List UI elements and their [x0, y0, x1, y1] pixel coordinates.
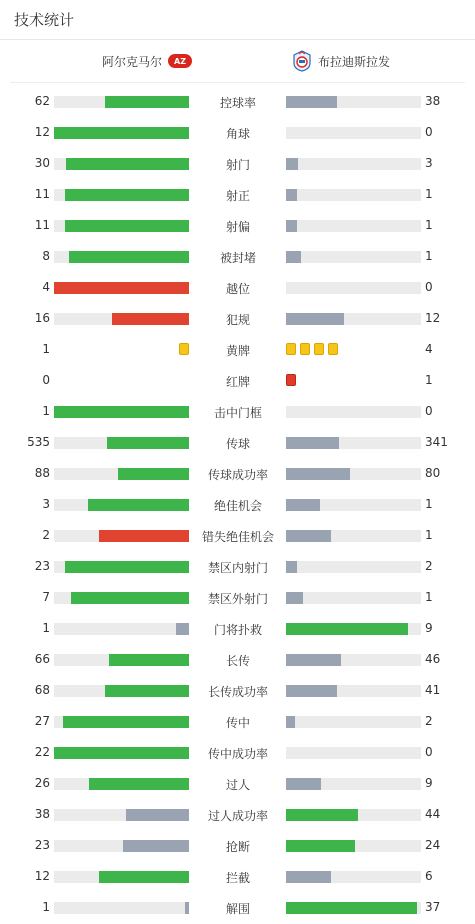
home-stat-track [54, 840, 189, 852]
home-stat-value: 11 [34, 218, 50, 232]
away-stat-track [286, 530, 421, 542]
home-stat-value: 27 [34, 714, 50, 728]
home-stat-value: 4 [42, 280, 50, 294]
away-stat-track [286, 840, 421, 852]
home-stat-bar [112, 313, 189, 325]
stat-label: 传中 [225, 716, 250, 730]
away-stat-track [286, 871, 421, 883]
away-stat-track [286, 251, 421, 263]
home-stat-track [54, 251, 189, 263]
home-stat-track [54, 592, 189, 604]
home-stat-value: 2 [42, 528, 50, 542]
home-stat-value: 12 [34, 125, 50, 139]
stat-label: 传球成功率 [207, 468, 268, 482]
away-stat-bar [286, 468, 350, 480]
home-stat-track [54, 530, 189, 542]
home-stat-value: 0 [42, 373, 50, 387]
away-stat-value: 12 [425, 311, 441, 325]
home-stat-value: 68 [34, 683, 50, 697]
stat-row [0, 428, 475, 459]
away-stat-value: 0 [425, 745, 433, 759]
home-stat-value: 23 [34, 838, 50, 852]
stat-row [0, 614, 475, 645]
away-stat-bar [286, 716, 295, 728]
home-stat-value: 1 [42, 404, 50, 418]
home-stat-bar [185, 902, 189, 914]
home-stat-track [54, 96, 189, 108]
home-stat-bar [89, 778, 189, 790]
away-stat-track [286, 809, 421, 821]
home-stat-track [54, 499, 189, 511]
stat-label: 错失绝佳机会 [201, 530, 274, 544]
home-stat-value: 1 [42, 900, 50, 914]
home-stat-bar [99, 530, 189, 542]
stat-row [0, 738, 475, 769]
stat-row [0, 397, 475, 428]
away-stat-track [286, 437, 421, 449]
away-stat-bar [286, 592, 303, 604]
stat-row [0, 583, 475, 614]
stat-label: 解围 [225, 902, 250, 916]
away-stat-track [286, 623, 421, 635]
away-stat-track [286, 716, 421, 728]
home-stat-bar [126, 809, 189, 821]
home-stat-track [54, 406, 189, 418]
away-stat-track [286, 406, 421, 418]
home-stat-bar [71, 592, 189, 604]
stat-row [0, 149, 475, 180]
away-stat-bar [286, 561, 297, 573]
away-stat-bar [286, 654, 341, 666]
away-stat-track [286, 313, 421, 325]
away-stat-bar [286, 220, 297, 232]
stat-row [0, 645, 475, 676]
away-stat-track [286, 778, 421, 790]
away-stat-bar [286, 902, 417, 914]
page-title: 技术统计 [14, 11, 75, 29]
yellow-card-icon [286, 343, 296, 355]
away-stat-bar [286, 685, 337, 697]
stat-label: 犯规 [225, 313, 250, 327]
home-stat-bar [65, 220, 189, 232]
home-stat-track [54, 282, 189, 294]
away-stat-value: 1 [425, 249, 433, 263]
home-stat-value: 3 [42, 497, 50, 511]
stat-row [0, 707, 475, 738]
away-stat-value: 0 [425, 404, 433, 418]
home-stat-value: 88 [34, 466, 50, 480]
away-stat-track [286, 685, 421, 697]
away-team[interactable] [292, 50, 390, 72]
away-stat-value: 37 [425, 900, 441, 914]
away-stat-bar [286, 530, 331, 542]
home-stat-bar [66, 158, 189, 170]
away-stat-track [286, 127, 421, 139]
away-stat-track [286, 499, 421, 511]
home-stat-track [54, 561, 189, 573]
home-stat-value: 30 [34, 156, 50, 170]
stat-label: 绝佳机会 [213, 499, 262, 513]
home-stat-bar [88, 499, 189, 511]
home-stat-value: 7 [42, 590, 50, 604]
yellow-card-icon [314, 343, 324, 355]
away-stat-value: 0 [425, 125, 433, 139]
stat-row [0, 180, 475, 211]
away-stat-track [286, 158, 421, 170]
away-stat-value: 38 [425, 94, 441, 108]
home-stat-bar [54, 406, 189, 418]
stat-row [0, 242, 475, 273]
teams-header [10, 40, 465, 83]
away-stat-bar [286, 499, 320, 511]
home-cards [179, 343, 189, 355]
home-stat-bar [109, 654, 189, 666]
away-team-name: 布拉迪斯拉发 [318, 54, 391, 69]
home-team-logo [168, 54, 192, 68]
stat-row [0, 552, 475, 583]
away-stat-value: 41 [425, 683, 441, 697]
home-stat-track [54, 902, 189, 914]
away-stat-bar [286, 778, 321, 790]
home-stat-bar [105, 96, 189, 108]
home-stat-bar [65, 189, 189, 201]
home-team-name: 阿尔克马尔 [102, 54, 163, 69]
away-stat-bar [286, 158, 298, 170]
stat-label: 传球 [225, 437, 250, 451]
stat-row [0, 118, 475, 149]
stat-label: 抢断 [225, 840, 250, 854]
away-stat-value: 341 [425, 435, 448, 449]
stat-label: 禁区外射门 [207, 592, 268, 606]
away-stat-bar [286, 96, 337, 108]
stat-row [0, 211, 475, 242]
home-stat-value: 26 [34, 776, 50, 790]
away-stat-value: 1 [425, 497, 433, 511]
stat-row [0, 521, 475, 552]
home-stat-bar [54, 747, 189, 759]
away-stat-bar [286, 840, 355, 852]
stat-row [0, 676, 475, 707]
stat-label: 长传 [225, 654, 250, 668]
home-stat-value: 16 [34, 311, 50, 325]
home-stat-bar [176, 623, 190, 635]
yellow-card-icon [328, 343, 338, 355]
home-stat-bar [54, 127, 189, 139]
home-stat-bar [63, 716, 189, 728]
stat-label: 红牌 [225, 375, 250, 389]
home-stat-bar [54, 282, 189, 294]
home-stat-value: 12 [34, 869, 50, 883]
away-stat-bar [286, 623, 408, 635]
stat-label: 射偏 [225, 220, 250, 234]
home-stat-track [54, 437, 189, 449]
away-stat-value: 2 [425, 714, 433, 728]
away-cards [286, 374, 296, 386]
stat-row [0, 800, 475, 831]
away-stat-track [286, 561, 421, 573]
away-stat-track [286, 654, 421, 666]
away-stat-bar [286, 313, 344, 325]
away-stat-bar [286, 871, 331, 883]
stat-row [0, 273, 475, 304]
away-stat-track [286, 189, 421, 201]
away-stat-track [286, 468, 421, 480]
stat-label: 黄牌 [225, 344, 250, 358]
home-stat-bar [107, 437, 189, 449]
away-stat-value: 24 [425, 838, 441, 852]
home-stat-bar [65, 561, 189, 573]
home-stat-bar [118, 468, 189, 480]
stat-row [0, 87, 475, 118]
yellow-card-icon [179, 343, 189, 355]
home-stat-track [54, 809, 189, 821]
home-stat-track [54, 158, 189, 170]
home-stat-track [54, 778, 189, 790]
home-stat-value: 11 [34, 187, 50, 201]
stat-row [0, 459, 475, 490]
home-stat-value: 23 [34, 559, 50, 573]
away-stat-value: 80 [425, 466, 441, 480]
away-stat-track [286, 220, 421, 232]
stat-label: 门将扑救 [213, 623, 262, 637]
home-stat-value: 1 [42, 342, 50, 356]
home-stat-track [54, 871, 189, 883]
stat-label: 越位 [225, 282, 250, 296]
away-team-logo [292, 50, 312, 72]
home-stat-value: 8 [42, 249, 50, 263]
stat-row [0, 769, 475, 800]
away-stat-track [286, 902, 421, 914]
away-stat-value: 46 [425, 652, 441, 666]
home-stat-track [54, 623, 189, 635]
away-stat-track [286, 96, 421, 108]
away-stat-value: 44 [425, 807, 441, 821]
home-stat-track [54, 220, 189, 232]
home-stat-bar [123, 840, 189, 852]
home-stat-bar [99, 871, 189, 883]
home-stat-track [54, 716, 189, 728]
stat-label: 过人成功率 [207, 809, 268, 823]
stat-label: 角球 [225, 127, 250, 141]
stat-label: 控球率 [219, 96, 256, 110]
away-stat-track [286, 747, 421, 759]
home-stat-track [54, 313, 189, 325]
home-stat-track [54, 189, 189, 201]
away-stat-value: 1 [425, 373, 433, 387]
stat-row [0, 831, 475, 862]
stat-row [0, 335, 475, 366]
stat-label: 长传成功率 [207, 685, 268, 699]
home-stat-bar [105, 685, 189, 697]
home-stat-value: 535 [27, 435, 50, 449]
away-stat-value: 6 [425, 869, 433, 883]
away-cards [286, 343, 338, 355]
stat-label: 被封堵 [219, 251, 256, 265]
home-stat-value: 62 [34, 94, 50, 108]
home-team[interactable] [102, 53, 192, 70]
away-stat-value: 1 [425, 218, 433, 232]
stat-label: 击中门框 [213, 406, 262, 420]
yellow-card-icon [300, 343, 310, 355]
away-stat-value: 4 [425, 342, 433, 356]
away-stat-bar [286, 437, 339, 449]
away-stat-bar [286, 189, 297, 201]
red-card-icon [286, 374, 296, 386]
stat-label: 拦截 [225, 871, 250, 885]
away-stat-bar [286, 809, 358, 821]
away-stat-value: 1 [425, 187, 433, 201]
home-stat-value: 1 [42, 621, 50, 635]
home-stat-track [54, 685, 189, 697]
away-stat-value: 2 [425, 559, 433, 573]
home-stat-track [54, 127, 189, 139]
home-stat-track [54, 747, 189, 759]
stat-label: 禁区内射门 [207, 561, 268, 575]
home-stat-value: 22 [34, 745, 50, 759]
home-stat-bar [69, 251, 189, 263]
away-stat-value: 9 [425, 621, 433, 635]
home-team-logo-text: AZ [174, 56, 187, 66]
stat-row [0, 490, 475, 521]
stat-row [0, 304, 475, 335]
stat-label: 射门 [225, 158, 250, 172]
away-stat-value: 0 [425, 280, 433, 294]
away-stat-value: 3 [425, 156, 433, 170]
away-stat-value: 9 [425, 776, 433, 790]
away-stat-track [286, 282, 421, 294]
stat-label: 射正 [225, 189, 250, 203]
home-stat-track [54, 468, 189, 480]
home-stat-value: 66 [34, 652, 50, 666]
stat-label: 过人 [225, 778, 250, 792]
away-stat-track [286, 592, 421, 604]
stat-row [0, 893, 475, 924]
away-stat-value: 1 [425, 528, 433, 542]
away-stat-value: 1 [425, 590, 433, 604]
away-stat-bar [286, 251, 301, 263]
top-bar [0, 0, 475, 40]
stat-row [0, 862, 475, 893]
home-stat-value: 38 [34, 807, 50, 821]
stat-label: 传中成功率 [207, 747, 268, 761]
stat-row [0, 366, 475, 397]
home-stat-track [54, 654, 189, 666]
